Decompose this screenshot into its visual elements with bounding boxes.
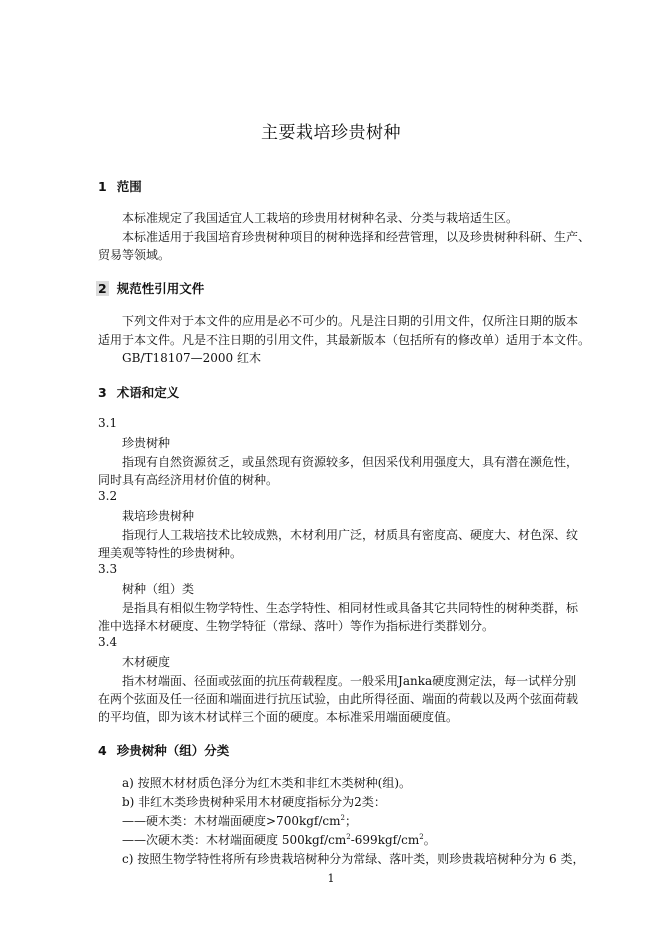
definition-line: 是指具有相似生物学特性、生态学特性、相同材性或具备其它共同特性的树种类群，标: [122, 601, 579, 615]
paragraph-line: 适用于本文件。凡是不注日期的引用文件，其最新版本（包括所有的修改单）适用于本文件。: [98, 333, 591, 347]
section-number: 3: [98, 385, 107, 400]
list-subitem-semi-hardwood: ——次硬木类：木材端面硬度 $500kgf/cm^2-699kgf/cm^2$。: [122, 833, 436, 847]
section-title: 规范性引用文件: [116, 281, 205, 296]
section-title: 范围: [116, 179, 142, 194]
term-name: 栽培珍贵树种: [122, 509, 195, 523]
paragraph-line: 本标准规定了我国适宜人工栽培的珍贵用材树种名录、分类与栽培适生区。: [122, 211, 519, 225]
section-heading-normative-references: [98, 279, 204, 297]
paragraph-line: 贸易等领域。: [98, 248, 171, 262]
section-title: 术语和定义: [116, 385, 180, 400]
definition-line: 指现行人工栽培技术比较成熟，木材利用广泛，材质具有密度高、硬度大、材色深、纹: [122, 528, 579, 542]
definition-line: 指木材端面、径面或弦面的抗压荷载程度。一般采用Janka硬度测定法，每一试样分别: [122, 674, 577, 688]
term-number: 3.2: [98, 489, 118, 503]
page-number: 1: [327, 872, 335, 885]
section-heading-scope: [98, 177, 142, 195]
term-name: 木材硬度: [122, 655, 171, 669]
paragraph-line: 本标准适用于我国培育珍贵树种项目的树种选择和经营管理，以及珍贵树种科研、生产、: [122, 230, 591, 244]
list-item-a: a) 按照木材材质色泽分为红木类和非红木类树种(组)。: [122, 776, 412, 790]
list-item-b: b) 非红木类珍贵树种采用木材硬度指标分为2类：: [122, 795, 386, 809]
section-title: 珍贵树种（组）分类: [116, 743, 230, 758]
definition-line: 准中选择木材硬度、生物学特征（常绿、落叶）等作为指标进行类群划分。: [98, 619, 495, 633]
term-number: 3.1: [98, 416, 118, 430]
definition-line: 理美观等特性的珍贵树种。: [98, 546, 243, 560]
paragraph-line: 下列文件对于本文件的应用是必不可少的。凡是注日期的引用文件，仅所注日期的版本: [122, 314, 579, 328]
term-name: 珍贵树种: [122, 436, 171, 450]
list-item-c: c) 按照生物学特性将所有珍贵栽培树种分为常绿、落叶类，则珍贵栽培树种分为 6 类，: [122, 852, 585, 866]
term-number: 3.4: [98, 635, 118, 649]
definition-line: 的平均值，即为该木材试样三个面的硬度。本标准采用端面硬度值。: [98, 710, 459, 724]
term-number: 3.3: [98, 562, 118, 576]
list-subitem-hardwood: ——硬木类：木材端面硬度$>700kgf/cm^2$；: [122, 814, 357, 828]
section-heading-terms: [98, 383, 179, 401]
section-number: 1: [98, 179, 107, 194]
definition-line: 在两个弦面及任一径面和端面进行抗压试验，由此所得径面、端面的荷载以及两个弦面荷载: [98, 692, 579, 706]
section-heading-classification: [98, 741, 229, 759]
section-number: 4: [98, 743, 107, 758]
reference-item: GB/T18107—2000 红木: [122, 351, 261, 365]
definition-line: 同时具有高经济用材价值的树种。: [98, 473, 279, 487]
document-title: 主要栽培珍贵树种: [261, 123, 401, 143]
term-name: 树种（组）类: [122, 582, 195, 596]
section-number: 2: [98, 281, 107, 296]
definition-line: 指现有自然资源贫乏，或虽然现有资源较多，但因采伐利用强度大，具有潜在濒危性，: [122, 455, 579, 469]
